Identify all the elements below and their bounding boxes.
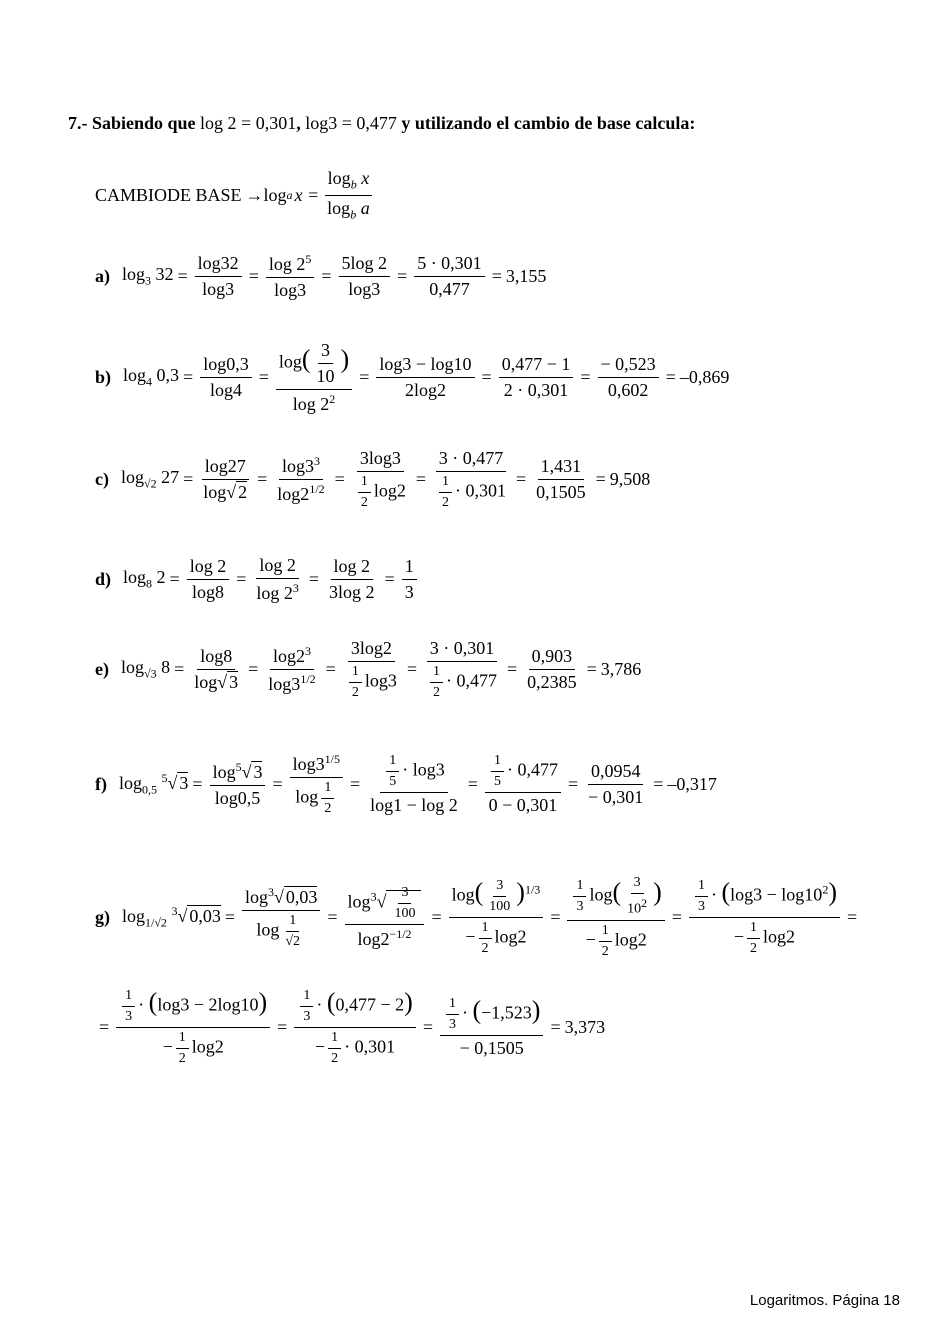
change-of-base-label: CAMBIODE BASE [95, 184, 242, 205]
exercise-a: a) $\log_3 32$ = $\frac{\log 32}{\log 3}$ = $\frac{\log 2^5}{\log 3}$ = $\frac{5\log 2}{\log 3}$ = $\frac{5 \cdot 0,301}{0,477}$ = 3,155 [95, 252, 547, 300]
result-f: –0,317 [667, 774, 717, 794]
exercise-c: c) $\log_{√2} 27$ = $\frac{\log 27}{\log√ 2}$ = $\frac{\log 3^3}{\log 2^{1/2}}$ = 3log3 $\frac{1}{2}$ log2 = 3 · 0,477 $\frac{1}{2}$ · 0,301 = $\frac{1,431}{0,1505}$ = 9,508 [95, 448, 651, 510]
exercise-d: d) $\log_8 2$ = $\frac{\log 2}{\log 8}$ = $\frac{\log 2}{\log 2^3}$ = $\frac{\log 2}{3\log 2}$ = $\frac{1}{3}$ [95, 555, 420, 604]
problem-number: 7.- [68, 113, 88, 133]
result-e: 3,786 [600, 659, 642, 679]
given-log2: log 2 = 0,301 [200, 113, 297, 133]
exercise-g-line1: g) $\log_{1/√2} ^3√$ 0,03 = $\log^3√$ 0,03 log $\frac{1}{√2}$ = $\log^3√$ $\frac{3}{100}$ $\log 2^{-1/2}$ = log( $\frac{3}{100}$ )$^{1/3}$ − $\frac{1}{2}$ log2 = $\frac{1}{3}$ log( $\frac{3}{10^2}$ ) − $\frac{1}{2}$ log2 = $\frac{1}{3}$ · $(\log 3 - \log 10^2)$ − $\frac{1}{2}$ log2 = [95, 875, 858, 959]
exercise-g-line2: = $\frac{1}{3}$ · (log3 − 2log10) − $\frac{1}{2}$ log2 = $\frac{1}{3}$ · (0,477 − 2) − $\frac{1}{2}$ · 0,301 = $\frac{1}{3}$ · (−1,523) − 0,1505 = 3,373 [99, 987, 606, 1066]
result-g: 3,373 [564, 1017, 606, 1037]
exercise-f: f) $\log_{0,5} ^5√$ 3 = $\frac{\log^5√ 3}{\log 0,5}$ = $\log 3^{1/5}$ log $\frac{1}{2}$ = $\frac{1}{5}$ · log3 log1 − log 2 = $\frac{1}{5}$ · 0,477 0 − 0,301 = $\frac{0,0954}{- 0,301}$ = –0,317 [95, 752, 717, 816]
problem-tail: y utilizando el cambio de base calcula: [401, 113, 696, 133]
exercise-e: e) $\log_{√3} 8$ = $\frac{\log 8}{\log√ 3}$ = $\frac{\log 2^3}{\log 3^{1/2}}$ = 3log2 $\frac{1}{2}$ log3 = 3 · 0,301 $\frac{1}{2}$ · 0,477 = $\frac{0,903}{0,2385}$ = 3,786 [95, 638, 642, 700]
change-of-base-formula: CAMBIODE BASE → log a x = $\frac{\log_b x}{\log_b a}$ [95, 168, 376, 222]
result-a: 3,155 [505, 266, 547, 286]
change-of-base-fraction: $\frac{\log_b x}{\log_b a}$ [324, 168, 373, 222]
given-log3: log3 = 0,477 [305, 113, 397, 133]
result-b: –0,869 [679, 367, 730, 387]
result-c: 9,508 [609, 469, 651, 489]
exercise-b: b) $\log_4 0,3$ = $\frac{\log 0,3}{\log 4}$ = log( $\frac{3}{10}$ ) $\log 2^2$ = $\frac{\log 3 - \log 10}{2\log 2}$ = $\frac{0,477 - 1}{2 \cdot 0,301}$ = $\frac{- 0,523}{0,602}$ = –0,869 [95, 340, 730, 414]
problem-statement: 7.- Sabiendo que log 2 = 0,301, log3 = 0,477 y utilizando el cambio de base calcula: [68, 113, 696, 133]
problem-lead: Sabiendo que [92, 113, 196, 133]
page-footer: Logaritmos. Página 18 [749, 1292, 900, 1309]
